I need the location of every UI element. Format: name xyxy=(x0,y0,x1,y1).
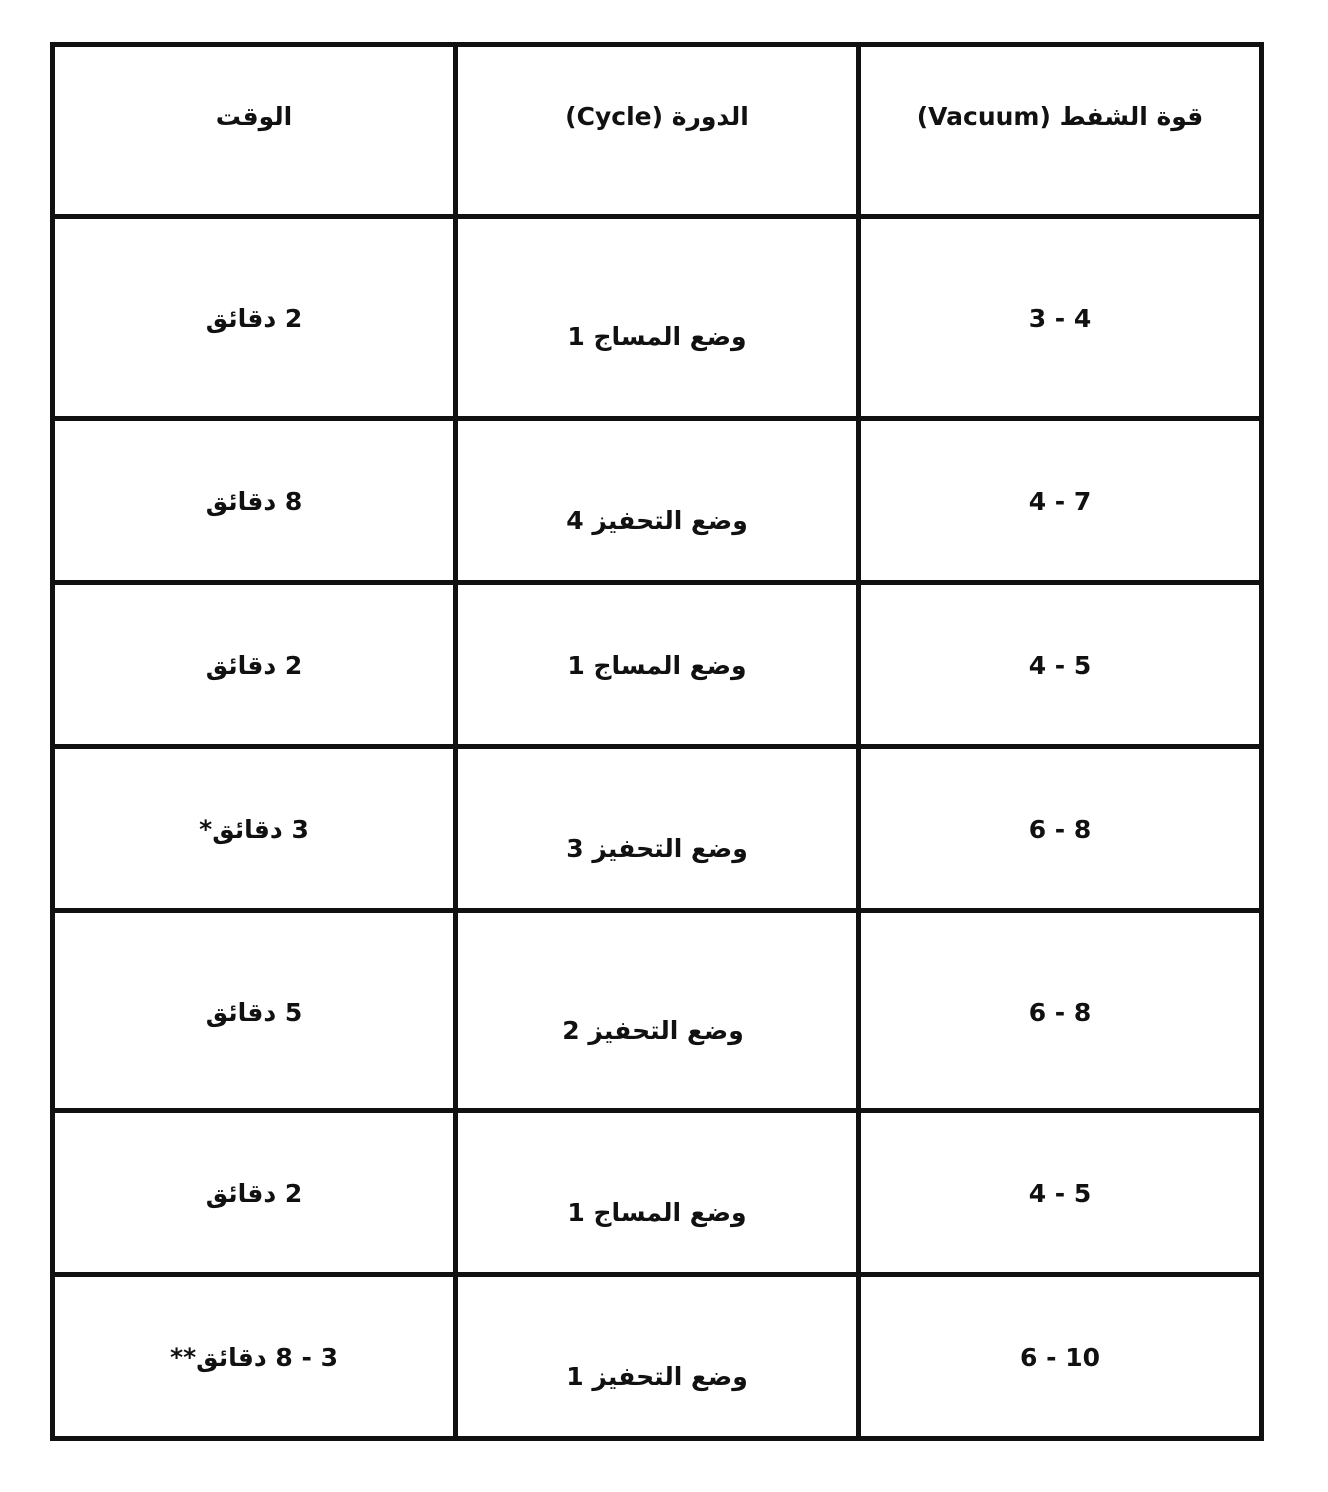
table-row xyxy=(53,911,1262,1111)
time-cell xyxy=(53,747,456,911)
cycle-value: وضع التحفيز 4 xyxy=(566,506,748,535)
table-row xyxy=(53,217,1262,419)
header-cell-time xyxy=(53,45,456,217)
table-row xyxy=(53,747,1262,911)
time-cell xyxy=(53,1111,456,1275)
vacuum-value: 3 - 4 xyxy=(1028,304,1092,333)
vacuum-cell xyxy=(859,1275,1262,1439)
time-value: 8 دقائق xyxy=(205,487,303,516)
time-cell xyxy=(53,911,456,1111)
time-cell xyxy=(53,217,456,419)
cycle-cell xyxy=(456,911,859,1111)
vacuum-cell xyxy=(859,747,1262,911)
cycle-value: وضع التحفيز 1 xyxy=(566,1362,748,1391)
cycle-cell xyxy=(456,217,859,419)
vacuum-cell xyxy=(859,911,1262,1111)
vacuum-value: 4 - 5 xyxy=(1028,1179,1092,1208)
table-row xyxy=(53,419,1262,583)
cycle-value: وضع المساج 1 xyxy=(567,322,747,351)
header-vacuum: قوة الشفط (Vacuum) xyxy=(916,102,1204,131)
time-cell xyxy=(53,1275,456,1439)
cycle-value: وضع المساج 1 xyxy=(567,1198,747,1227)
header-cycle: الدورة (Cycle) xyxy=(565,102,749,131)
vacuum-cell xyxy=(859,1111,1262,1275)
pumping-schedule-table xyxy=(50,42,1264,1441)
vacuum-value: 4 - 7 xyxy=(1028,487,1092,516)
time-cell xyxy=(53,419,456,583)
header-cell-cycle xyxy=(456,45,859,217)
vacuum-cell xyxy=(859,583,1262,747)
table-row xyxy=(53,583,1262,747)
vacuum-value: 4 - 5 xyxy=(1028,651,1092,680)
time-value: 5 دقائق xyxy=(205,998,303,1027)
cycle-cell xyxy=(456,583,859,747)
time-value: 3 دقائق* xyxy=(199,815,309,844)
cycle-cell xyxy=(456,1111,859,1275)
cycle-value: وضع المساج 1 xyxy=(567,651,747,680)
cycle-cell xyxy=(456,747,859,911)
vacuum-value: 6 - 10 xyxy=(1020,1343,1100,1372)
cycle-value: وضع التحفيز 2 xyxy=(562,1016,744,1045)
time-value: 2 دقائق xyxy=(205,1179,303,1208)
cycle-cell xyxy=(456,419,859,583)
vacuum-value: 6 - 8 xyxy=(1028,998,1092,1027)
vacuum-cell xyxy=(859,419,1262,583)
time-value: 3 - 8 دقائق** xyxy=(170,1343,338,1372)
vacuum-value: 6 - 8 xyxy=(1028,815,1092,844)
table-row xyxy=(53,1275,1262,1439)
header-time: الوقت xyxy=(215,102,293,131)
cycle-cell xyxy=(456,1275,859,1439)
time-cell xyxy=(53,583,456,747)
cycle-value: وضع التحفيز 3 xyxy=(566,834,748,863)
table-header-row xyxy=(53,45,1262,217)
vacuum-cell xyxy=(859,217,1262,419)
table-row xyxy=(53,1111,1262,1275)
time-value: 2 دقائق xyxy=(205,304,303,333)
time-value: 2 دقائق xyxy=(205,651,303,680)
header-cell-vacuum xyxy=(859,45,1262,217)
